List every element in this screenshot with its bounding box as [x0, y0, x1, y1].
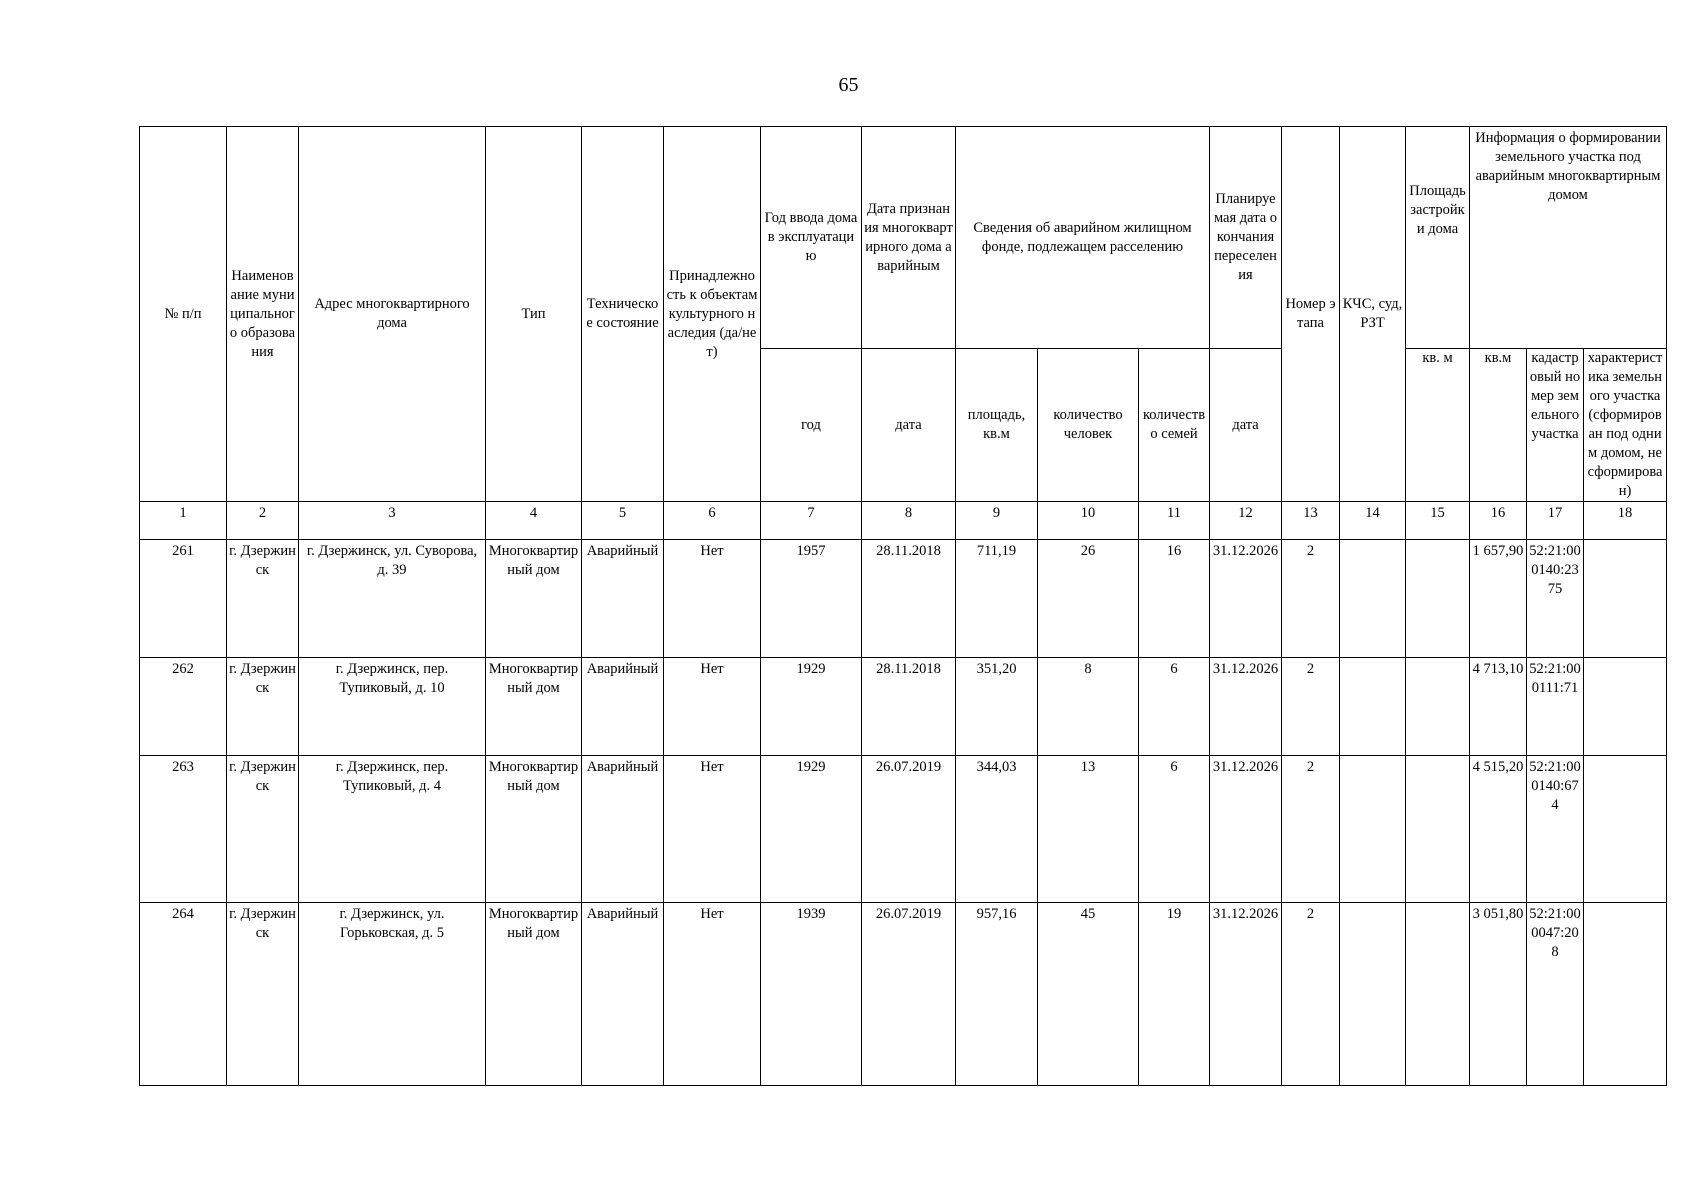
- header-land-plot-info: [1470, 127, 1667, 349]
- cell-end-date: 31.12.2026: [1210, 903, 1282, 1086]
- subheader-families: количество семей: [1139, 349, 1210, 502]
- cell-type: Многоквартирный дом: [486, 903, 582, 1086]
- cell-heritage: Нет: [664, 540, 761, 658]
- header-planned-end-date: Планируемая дата окончания переселения: [1210, 127, 1282, 349]
- cell-land-area: 4 713,10: [1470, 658, 1527, 756]
- column-number-row: [140, 502, 1667, 540]
- cell-year: 1929: [761, 756, 862, 903]
- cell-people: 26: [1038, 540, 1139, 658]
- column-number: 3: [299, 502, 486, 540]
- cell-municipality: г. Дзержинск: [227, 756, 299, 903]
- cell-type: Многоквартирный дом: [486, 658, 582, 756]
- column-number: 8: [862, 502, 956, 540]
- cell-people: 45: [1038, 903, 1139, 1086]
- column-number: 12: [1210, 502, 1282, 540]
- column-number: 4: [486, 502, 582, 540]
- cell-area: 351,20: [956, 658, 1038, 756]
- subheader-land-characteristic: характеристика земельного участка (сформирован под одним домом, не сформирован): [1584, 349, 1667, 502]
- page-number: 65: [838, 74, 859, 96]
- cell-kchs: [1340, 903, 1406, 1086]
- table-row: [140, 658, 1667, 756]
- cell-cadastral: 52:21:000140:2375: [1527, 540, 1584, 658]
- cell-heritage: Нет: [664, 658, 761, 756]
- header-row-number: № п/п: [140, 127, 227, 502]
- cell-land-characteristic: [1584, 903, 1667, 1086]
- cell-land-area: 3 051,80: [1470, 903, 1527, 1086]
- subheader-date: дата: [862, 349, 956, 502]
- cell-end-date: 31.12.2026: [1210, 756, 1282, 903]
- table-row: [140, 540, 1667, 658]
- cell-recognition-date: 26.07.2019: [862, 756, 956, 903]
- cell-people: 8: [1038, 658, 1139, 756]
- cell-end-date: 31.12.2026: [1210, 658, 1282, 756]
- cell-municipality: г. Дзержинск: [227, 903, 299, 1086]
- cell-state: Аварийный: [582, 658, 664, 756]
- cell-land-area: 4 515,20: [1470, 756, 1527, 903]
- cell-area: 711,19: [956, 540, 1038, 658]
- column-number: 10: [1038, 502, 1139, 540]
- cell-families: 6: [1139, 658, 1210, 756]
- column-number: 6: [664, 502, 761, 540]
- cell-number: 264: [140, 903, 227, 1086]
- header-recognition-date: Дата признания многоквартирного дома аварийным: [862, 127, 956, 349]
- column-number: 7: [761, 502, 862, 540]
- cell-cadastral: 52:21:000111:71: [1527, 658, 1584, 756]
- subheader-area: площадь, кв.м: [956, 349, 1038, 502]
- cell-kchs: [1340, 756, 1406, 903]
- cell-area: 344,03: [956, 756, 1038, 903]
- cell-stage: 2: [1282, 658, 1340, 756]
- cell-number: 261: [140, 540, 227, 658]
- cell-state: Аварийный: [582, 540, 664, 658]
- cell-stage: 2: [1282, 756, 1340, 903]
- header-municipality: Наименование муниципального образования: [227, 127, 299, 502]
- cell-people: 13: [1038, 756, 1139, 903]
- cell-type: Многоквартирный дом: [486, 756, 582, 903]
- cell-address: г. Дзержинск, ул. Суворова, д. 39: [299, 540, 486, 658]
- cell-land-characteristic: [1584, 540, 1667, 658]
- column-number: 11: [1139, 502, 1210, 540]
- cell-municipality: г. Дзержинск: [227, 540, 299, 658]
- column-number: 5: [582, 502, 664, 540]
- header-building-area: Площадь застройки дома: [1406, 127, 1470, 349]
- cell-type: Многоквартирный дом: [486, 540, 582, 658]
- cell-building-area: [1406, 658, 1470, 756]
- header-stage-number: Номер этапа: [1282, 127, 1340, 502]
- header-type: Тип: [486, 127, 582, 502]
- cell-land-characteristic: [1584, 658, 1667, 756]
- cell-cadastral: 52:21:000140:674: [1527, 756, 1584, 903]
- cell-state: Аварийный: [582, 903, 664, 1086]
- header-technical-state: Техническое состояние: [582, 127, 664, 502]
- cell-building-area: [1406, 540, 1470, 658]
- table-row: [140, 756, 1667, 903]
- cell-kchs: [1340, 540, 1406, 658]
- cell-year: 1929: [761, 658, 862, 756]
- cell-year: 1957: [761, 540, 862, 658]
- column-number: 16: [1470, 502, 1527, 540]
- column-number: 17: [1527, 502, 1584, 540]
- cell-state: Аварийный: [582, 756, 664, 903]
- cell-heritage: Нет: [664, 903, 761, 1086]
- column-number: 2: [227, 502, 299, 540]
- cell-address: г. Дзержинск, пер. Тупиковый, д. 4: [299, 756, 486, 903]
- cell-end-date: 31.12.2026: [1210, 540, 1282, 658]
- subheader-building-area-unit: кв. м: [1406, 349, 1470, 502]
- cell-recognition-date: 26.07.2019: [862, 903, 956, 1086]
- cell-families: 19: [1139, 903, 1210, 1086]
- subheader-land-area-unit: кв.м: [1470, 349, 1527, 502]
- header-land-plot-info-text: Информация о формировании земельного участка под аварийным многоквартирным домом: [1475, 130, 1661, 203]
- cell-families: 16: [1139, 540, 1210, 658]
- cell-land-area: 1 657,90: [1470, 540, 1527, 658]
- header-heritage: Принадлежность к объектам культурного наследия (да/нет): [664, 127, 761, 502]
- table-row: [140, 903, 1667, 1086]
- subheader-end-date: дата: [1210, 349, 1282, 502]
- column-number: 18: [1584, 502, 1667, 540]
- cell-building-area: [1406, 903, 1470, 1086]
- cell-cadastral: 52:21:000047:208: [1527, 903, 1584, 1086]
- column-number: 9: [956, 502, 1038, 540]
- cell-number: 263: [140, 756, 227, 903]
- subheader-people: количество человек: [1038, 349, 1139, 502]
- cell-kchs: [1340, 658, 1406, 756]
- cell-year: 1939: [761, 903, 862, 1086]
- cell-land-characteristic: [1584, 756, 1667, 903]
- cell-number: 262: [140, 658, 227, 756]
- column-number: 15: [1406, 502, 1470, 540]
- emergency-housing-table: [139, 126, 1667, 1086]
- cell-recognition-date: 28.11.2018: [862, 658, 956, 756]
- column-number: 13: [1282, 502, 1340, 540]
- cell-stage: 2: [1282, 540, 1340, 658]
- header-kchs: КЧС, суд, РЗТ: [1340, 127, 1406, 502]
- cell-recognition-date: 28.11.2018: [862, 540, 956, 658]
- header-commission-year: Год ввода дома в эксплуатацию: [761, 127, 862, 349]
- cell-address: г. Дзержинск, ул. Горьковская, д. 5: [299, 903, 486, 1086]
- cell-address: г. Дзержинск, пер. Тупиковый, д. 10: [299, 658, 486, 756]
- cell-building-area: [1406, 756, 1470, 903]
- cell-heritage: Нет: [664, 756, 761, 903]
- column-number: 14: [1340, 502, 1406, 540]
- cell-stage: 2: [1282, 903, 1340, 1086]
- column-number: 1: [140, 502, 227, 540]
- subheader-cadastral: кадастровый номер земельного участка: [1527, 349, 1584, 502]
- cell-area: 957,16: [956, 903, 1038, 1086]
- header-emergency-fund: Сведения об аварийном жилищном фонде, подлежащем расселению: [956, 127, 1210, 349]
- header-address: Адрес многоквартирного дома: [299, 127, 486, 502]
- cell-families: 6: [1139, 756, 1210, 903]
- cell-municipality: г. Дзержинск: [227, 658, 299, 756]
- subheader-year: год: [761, 349, 862, 502]
